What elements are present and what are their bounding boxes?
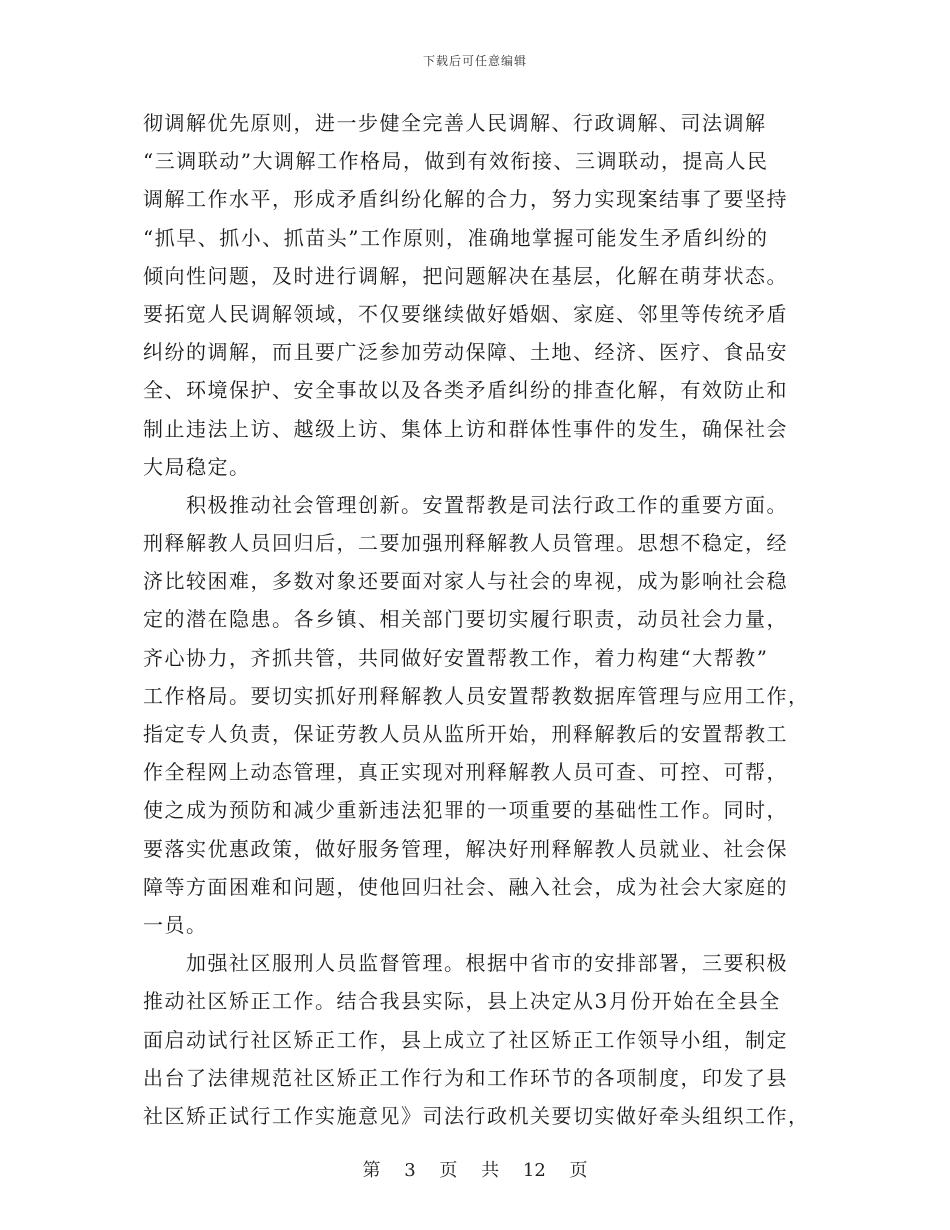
text-line: 工作格局。要切实抓好刑释解教人员安置帮教数据库管理与应用工作，: [143, 683, 810, 708]
text-line: 指定专人负责，保证劳教人员从监所开始，刑释解教后的安置帮教工: [143, 722, 788, 746]
footer-ye-2: 页: [569, 1160, 588, 1181]
footer-ye: 页: [439, 1160, 458, 1181]
text-line: 积极推动社会管理创新。安置帮教是司法行政工作的重要方面。: [143, 492, 788, 517]
text-line: 纠纷的调解，而且要广泛参加劳动保障、土地、经济、医疗、食品安: [143, 340, 788, 365]
text-line: 制止违法上访、越级上访、集体上访和群体性事件的发生，确保社会: [143, 416, 788, 441]
text-line: 济比较困难，多数对象还要面对家人与社会的卑视，成为影响社会稳: [143, 569, 788, 594]
text-line: 刑释解教人员回归后，二要加强刑释解教人员管理。思想不稳定，经: [143, 531, 788, 556]
footer-gong: 共: [481, 1160, 500, 1181]
text-line: 彻调解优先原则，进一步健全完善人民调解、行政调解、司法调解: [143, 111, 767, 135]
text-line: 要拓宽人民调解领域，不仅要继续做好婚姻、家庭、邻里等传统矛盾: [143, 301, 788, 326]
text-line: 障等方面困难和问题，使他回归社会、融入社会，成为社会大家庭的: [143, 874, 788, 899]
text-line: 面启动试行社区矫正工作，县上成立了社区矫正工作领导小组，制定: [143, 1027, 788, 1052]
text-line: “三调联动”大调解工作格局，做到有效衔接、三调联动，提高人民: [143, 149, 769, 174]
text-line: 全、环境保护、安全事故以及各类矛盾纠纷的排查化解，有效防止和: [143, 378, 788, 403]
text-line: 一员。: [143, 912, 208, 937]
text-line: 调解工作水平，形成矛盾纠纷化解的合力，努力实现案结事了要坚持: [143, 187, 788, 212]
text-line: 推动社区矫正工作。结合我县实际，县上决定从3月份开始在全县全: [143, 989, 781, 1014]
page-header: 下载后可任意编辑: [422, 54, 527, 68]
page-footer: [0, 1156, 950, 1182]
text-line: 倾向性问题，及时进行调解，把问题解决在基层，化解在萌芽状态。: [143, 263, 788, 288]
text-line: 作全程网上动态管理，真正实现对刑释解教人员可查、可控、可帮，: [143, 760, 788, 785]
footer-page-number: 3: [404, 1160, 416, 1181]
text-line: 大局稳定。: [143, 454, 251, 479]
text-line: 出台了法律规范社区矫正工作行为和工作环节的各项制度，印发了县: [143, 1065, 788, 1090]
text-line: 齐心协力，齐抓共管，共同做好安置帮教工作，着力构建“大帮教”: [143, 645, 769, 670]
text-line: 要落实优惠政策，做好服务管理，解决好刑释解教人员就业、社会保: [143, 836, 788, 861]
text-line: “抓早、抓小、抓苗头”工作原则，准确地掌握可能发生矛盾纠纷的: [143, 225, 769, 250]
text-line: 社区矫正试行工作实施意见》司法行政机关要切实做好牵头组织工作，: [143, 1103, 810, 1128]
footer-total-pages: 12: [522, 1160, 546, 1181]
text-line: 使之成为预防和减少重新违法犯罪的一项重要的基础性工作。同时，: [143, 798, 788, 823]
footer-di: 第: [362, 1160, 381, 1181]
text-line: 加强社区服刑人员监督管理。根据中省市的安排部署，三要积极: [143, 951, 788, 976]
document-body: [143, 104, 815, 1135]
text-line: 定的潜在隐患。各乡镇、相关部门要切实履行职责，动员社会力量，: [143, 607, 788, 632]
